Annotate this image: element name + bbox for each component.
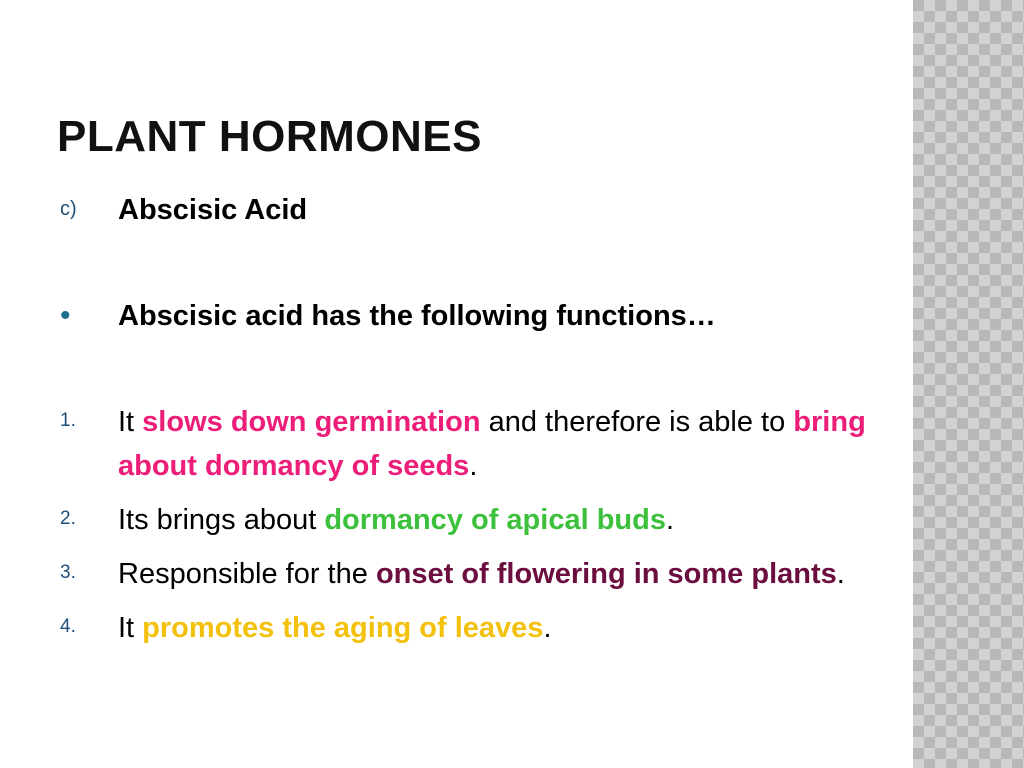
highlight-text: onset of flowering in some plants bbox=[375, 558, 837, 590]
text-segment: Its brings about bbox=[118, 504, 325, 536]
text-segment: . bbox=[543, 612, 552, 644]
text-segment: Responsible for the bbox=[118, 558, 376, 590]
list-item-text bbox=[118, 606, 890, 650]
slide-title: PLANT HORMONES bbox=[57, 112, 482, 161]
slide-content bbox=[60, 188, 890, 650]
bullet-row bbox=[60, 294, 890, 338]
list-item-number: 1. bbox=[60, 410, 76, 431]
highlight-text: dormancy of apical buds bbox=[324, 504, 666, 536]
bullet-text: Abscisic acid has the following functions… bbox=[118, 300, 716, 332]
bullet-marker: • bbox=[60, 299, 71, 332]
list-item-text bbox=[118, 400, 890, 488]
text-segment: and therefore is able to bbox=[480, 406, 794, 438]
text-segment: . bbox=[836, 558, 845, 590]
text-segment: It bbox=[118, 406, 143, 438]
heading-row bbox=[60, 188, 890, 232]
highlight-text: bring about dormancy of seeds bbox=[118, 406, 866, 482]
list-item bbox=[60, 606, 890, 650]
list-item-number: 3. bbox=[60, 562, 76, 583]
list-item-text bbox=[118, 498, 890, 542]
heading-text: Abscisic Acid bbox=[118, 194, 308, 226]
highlight-text: slows down germination bbox=[142, 406, 481, 438]
highlight-text: promotes the aging of leaves bbox=[142, 612, 544, 644]
list-item-number: 4. bbox=[60, 616, 76, 637]
list-item bbox=[60, 552, 890, 596]
decorative-side-pattern bbox=[913, 0, 1024, 768]
list-item-text bbox=[118, 552, 890, 596]
text-segment: It bbox=[118, 612, 143, 644]
list-item bbox=[60, 400, 890, 488]
heading-marker: c) bbox=[60, 198, 77, 220]
list-item-number: 2. bbox=[60, 508, 76, 529]
text-segment: . bbox=[469, 450, 478, 482]
text-segment: . bbox=[665, 504, 675, 536]
list-item bbox=[60, 498, 890, 542]
